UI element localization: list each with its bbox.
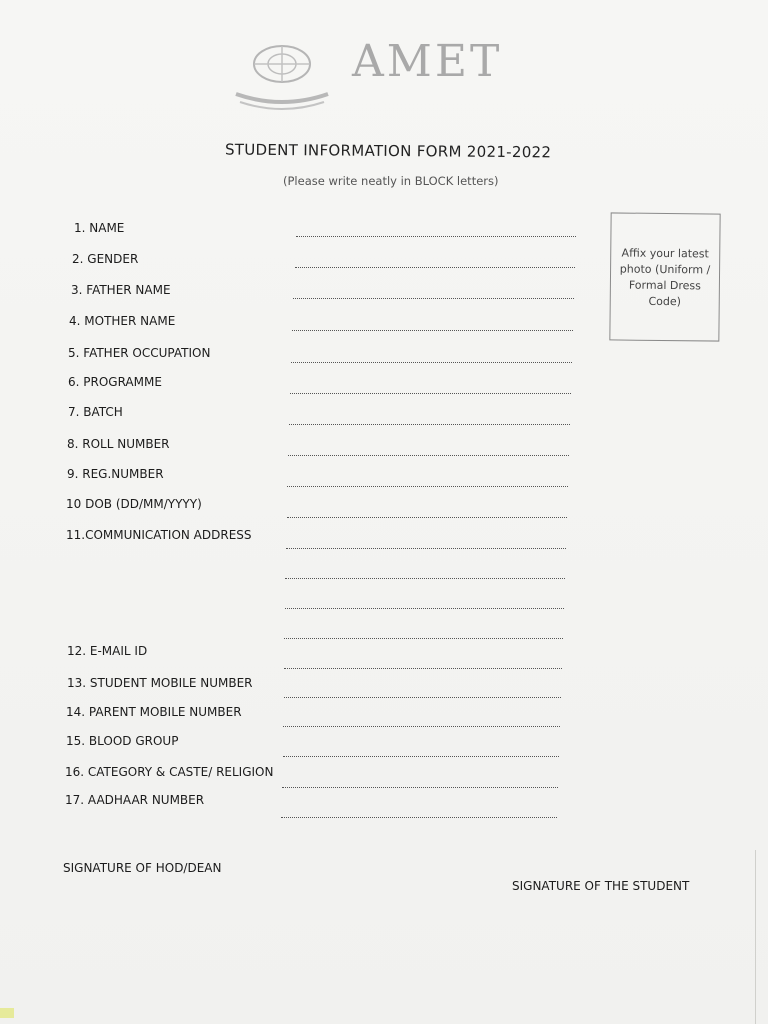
answer-line-aadhaar[interactable] (281, 817, 557, 818)
answer-line-address-3[interactable] (285, 608, 564, 609)
field-label-gender: 2. GENDER (72, 252, 139, 266)
field-label-blood-group: 15. BLOOD GROUP (66, 734, 179, 748)
field-label-email: 12. E-MAIL ID (67, 644, 148, 658)
answer-line-name[interactable] (296, 236, 576, 237)
answer-line-father-occupation[interactable] (291, 362, 572, 363)
answer-line-batch[interactable] (289, 424, 570, 425)
field-label-communication-address: 11.COMMUNICATION ADDRESS (66, 528, 252, 542)
field-label-reg-number: 9. REG.NUMBER (67, 467, 164, 481)
field-label-category: 16. CATEGORY & CASTE/ RELIGION (65, 765, 274, 779)
field-label-roll-number: 8. ROLL NUMBER (67, 437, 170, 451)
field-label-dob: 10 DOB (DD/MM/YYYY) (66, 497, 202, 511)
answer-line-address-2[interactable] (285, 578, 565, 579)
field-label-father-name: 3. FATHER NAME (71, 283, 171, 297)
answer-line-student-mobile[interactable] (284, 697, 561, 698)
field-label-parent-mobile: 14. PARENT MOBILE NUMBER (66, 705, 242, 719)
photo-box (609, 212, 720, 341)
answer-line-category[interactable] (282, 787, 558, 788)
page-corner-mark (0, 1008, 14, 1018)
answer-line-blood-group[interactable] (283, 756, 559, 757)
form-subtitle: (Please write neatly in BLOCK letters) (283, 174, 499, 188)
field-label-aadhaar: 17. AADHAAR NUMBER (65, 793, 205, 807)
field-label-student-mobile: 13. STUDENT MOBILE NUMBER (67, 676, 253, 690)
signature-hod-dean: SIGNATURE OF HOD/DEAN (63, 861, 222, 875)
answer-line-mother-name[interactable] (292, 330, 573, 331)
answer-line-email[interactable] (284, 668, 562, 669)
form-title: STUDENT INFORMATION FORM 2021-2022 (224, 140, 552, 162)
signature-student: SIGNATURE OF THE STUDENT (512, 879, 690, 893)
answer-line-address-1[interactable] (286, 548, 566, 549)
field-label-programme: 6. PROGRAMME (68, 375, 162, 389)
answer-line-roll-number[interactable] (288, 455, 569, 456)
answer-line-address-4[interactable] (284, 638, 563, 639)
photo-box-text: Affix your latest photo (Uniform / Formal Dress Code) (619, 246, 711, 309)
field-label-name: 1. NAME (74, 221, 125, 235)
answer-line-father-name[interactable] (293, 298, 574, 299)
answer-line-reg-number[interactable] (287, 486, 568, 487)
logo-text: AMET (352, 36, 503, 87)
field-label-father-occupation: 5. FATHER OCCUPATION (68, 346, 211, 360)
answer-line-dob[interactable] (287, 517, 567, 518)
amet-logo (232, 36, 532, 116)
answer-line-gender[interactable] (295, 267, 575, 268)
field-label-batch: 7. BATCH (68, 405, 123, 419)
answer-line-programme[interactable] (290, 393, 571, 394)
logo-emblem-icon (232, 36, 342, 116)
field-label-mother-name: 4. MOTHER NAME (69, 314, 176, 328)
page-edge-shadow (755, 850, 756, 1024)
answer-line-parent-mobile[interactable] (283, 726, 560, 727)
